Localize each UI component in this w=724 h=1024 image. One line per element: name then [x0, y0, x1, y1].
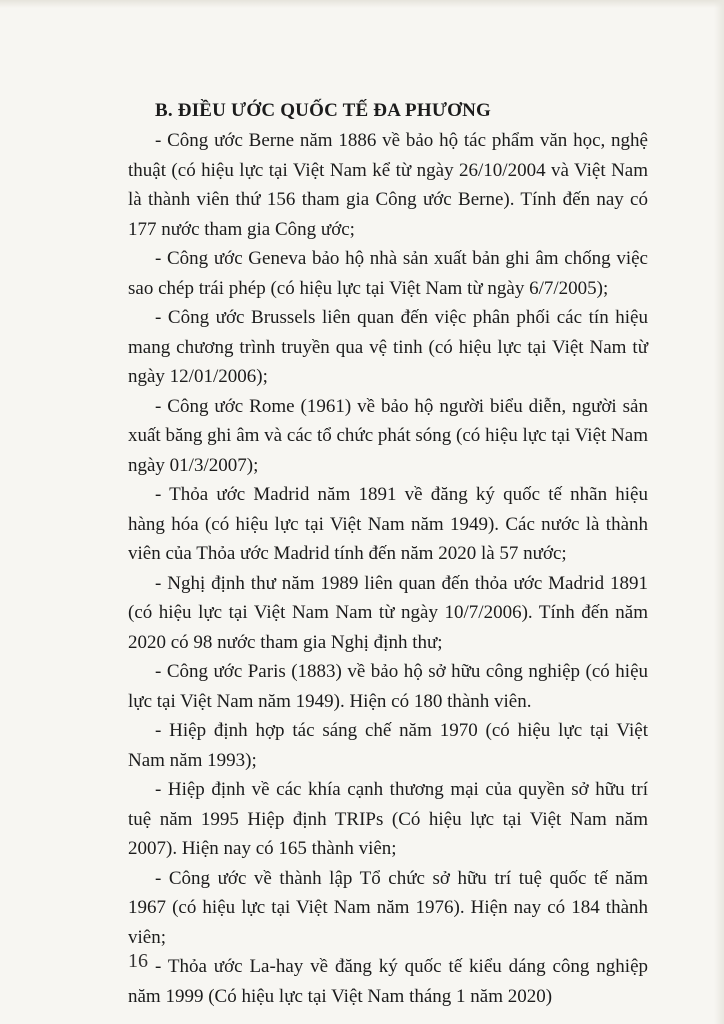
treaty-item-geneva: - Công ước Geneva bảo hộ nhà sản xuất bản ghi âm chống việc sao chép trái phép (có hiệu lực tại Việt Nam từ ngày 6/7/2005); — [128, 248, 648, 299]
treaty-item-hague: - Thỏa ước La-hay về đăng ký quốc tế kiểu dáng công nghiệp năm 1999 (Có hiệu lực tại Việt Nam tháng 1 năm 2020) — [128, 956, 648, 1007]
treaty-item-wipo: - Công ước về thành lập Tổ chức sở hữu trí tuệ quốc tế năm 1967 (có hiệu lực tại Việt Nam năm 1976). Hiện nay có 184 thành viên; — [128, 867, 648, 948]
treaty-item-rome: - Công ước Rome (1961) về bảo hộ người biểu diễn, người sản xuất băng ghi âm và các tổ chức phát sóng (có hiệu lực tại Việt Nam ngày 01/3/2007); — [128, 395, 648, 476]
page-number: 16 — [128, 950, 148, 972]
page-content — [128, 96, 648, 1011]
treaty-item-madrid-protocol: - Nghị định thư năm 1989 liên quan đến thỏa ước Madrid 1891 (có hiệu lực tại Việt Nam Nam từ ngày 10/7/2006). Tính đến năm 2020 có 98 nước tham gia Nghị định thư; — [128, 572, 648, 653]
treaty-item-madrid-agreement: - Thỏa ước Madrid năm 1891 về đăng ký quốc tế nhãn hiệu hàng hóa (có hiệu lực tại Việt Nam năm 1949). Các nước là thành viên của Thỏa ước Madrid tính đến năm 2020 là 57 nước; — [128, 484, 648, 564]
treaty-item-brussels: - Công ước Brussels liên quan đến việc phân phối các tín hiệu mang chương trình truyền qua vệ tinh (có hiệu lực tại Việt Nam từ ngày 12/01/2006); — [128, 307, 648, 387]
scan-edge-top — [0, 0, 724, 8]
treaty-item-trips: - Hiệp định về các khía cạnh thương mại của quyền sở hữu trí tuệ năm 1995 Hiệp định TRIPs (Có hiệu lực tại Việt Nam năm 2007). Hiện nay có 165 thành viên; — [128, 779, 648, 859]
treaty-item-berne: - Công ước Berne năm 1886 về bảo hộ tác phẩm văn học, nghệ thuật (có hiệu lực tại Việt Nam kể từ ngày 26/10/2004 và Việt Nam là thành viên thứ 156 tham gia Công ước Berne). Tính đến nay có 177 nước tham gia Công ước; — [128, 130, 648, 240]
scan-edge-right — [714, 0, 724, 1024]
treaty-item-paris: - Công ước Paris (1883) về bảo hộ sở hữu công nghiệp (có hiệu lực tại Việt Nam năm 1949). Hiện có 180 thành viên. — [128, 661, 648, 712]
treaty-item-pct: - Hiệp định hợp tác sáng chế năm 1970 (có hiệu lực tại Việt Nam năm 1993); — [128, 720, 648, 771]
section-heading: B. ĐIỀU ƯỚC QUỐC TẾ ĐA PHƯƠNG — [155, 100, 492, 121]
